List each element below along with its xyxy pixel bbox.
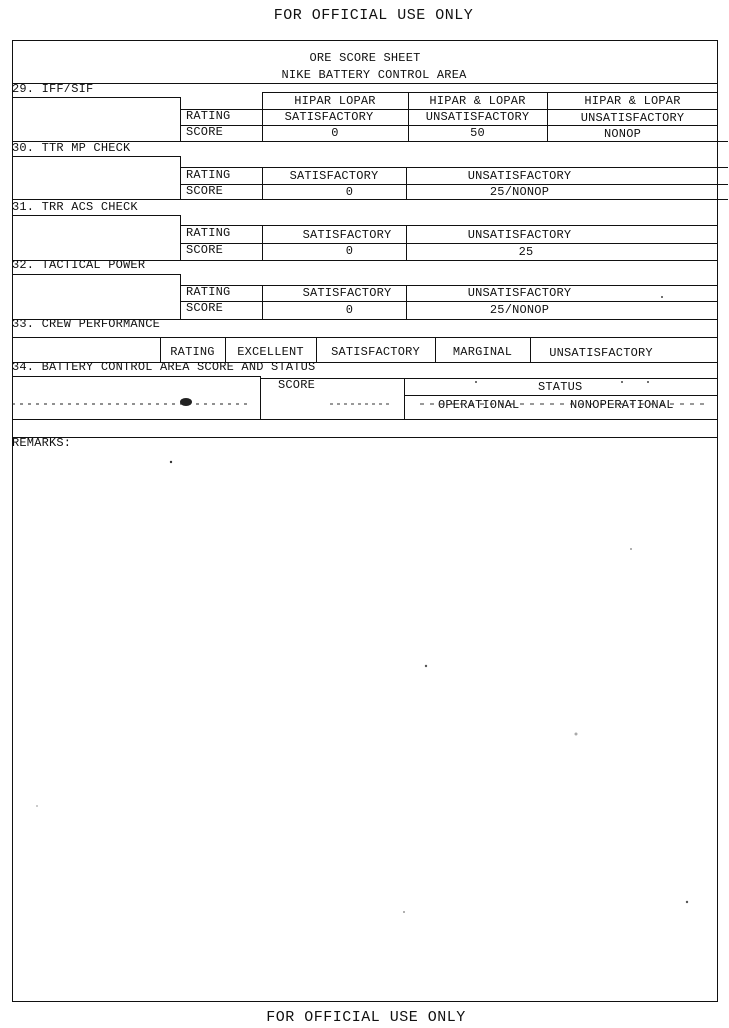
section-30-rating-value[interactable]: SATISFACTORY <box>289 169 379 183</box>
section-30-rating-value[interactable]: UNSATISFACTORY <box>467 169 572 183</box>
section-30-score-value: 25/NONOP <box>489 185 550 199</box>
section-32-rating-label: RATING <box>186 285 231 299</box>
classification-bottom: FOR OFFICIAL USE ONLY <box>266 1009 466 1026</box>
section-30-score-value: 0 <box>345 185 354 199</box>
section-31-rating-value[interactable]: SATISFACTORY <box>302 228 392 242</box>
section-29-rating-value[interactable]: UNSATISFACTORY <box>580 111 685 125</box>
section-32-heading: 32. TACTICAL POWER <box>12 258 146 272</box>
section-29-col-header: HIPAR & LOPAR <box>429 94 526 108</box>
section-29-col-header: HIPAR & LOPAR <box>584 94 681 108</box>
section-32-score-label: SCORE <box>186 301 224 315</box>
sheet-subtitle: NIKE BATTERY CONTROL AREA <box>281 68 467 82</box>
section-29-col-header: HIPAR LOPAR <box>294 94 376 108</box>
sheet-title: ORE SCORE SHEET <box>309 51 421 65</box>
section-30-score-label: SCORE <box>186 184 224 198</box>
section-29-rating-value[interactable]: UNSATISFACTORY <box>425 110 530 124</box>
section-34-status-label: STATUS <box>538 380 583 394</box>
remarks-label: REMARKS: <box>12 436 72 450</box>
status-option-operational[interactable]: OPERATIONAL <box>438 398 520 412</box>
section-29-score-value: NONOP <box>603 127 641 141</box>
section-33-heading: 33. CREW PERFORMANCE <box>12 317 161 331</box>
section-29-rating-value[interactable]: SATISFACTORY <box>284 110 374 124</box>
section-29-score-label: SCORE <box>186 125 224 139</box>
section-31-score-value: 25 <box>518 245 534 259</box>
section-32-score-value: 0 <box>345 303 354 317</box>
section-34-score-label: SCORE <box>278 378 316 392</box>
section-31-rating-value[interactable]: UNSATISFACTORY <box>467 228 572 242</box>
section-33-rating-value[interactable]: EXCELLENT <box>237 345 304 359</box>
section-29-score-value: 0 <box>331 126 339 140</box>
status-option-nonoperational[interactable]: NONOPERATIONAL <box>570 398 674 412</box>
section-29-rating-label: RATING <box>186 109 231 123</box>
section-29-heading: 29. IFF/SIF <box>12 82 94 96</box>
section-30-heading: 30. TTR MP CHECK <box>12 141 131 155</box>
section-31-rating-label: RATING <box>186 226 231 240</box>
section-31-heading: 31. TRR ACS CHECK <box>12 200 138 214</box>
section-33-rating-value[interactable]: MARGINAL <box>452 345 513 359</box>
classification-top: FOR OFFICIAL USE ONLY <box>273 7 474 24</box>
section-33-rating-value[interactable]: SATISFACTORY <box>331 345 420 359</box>
section-32-rating-value[interactable]: SATISFACTORY <box>302 286 392 300</box>
section-33-rating-value[interactable]: UNSATISFACTORY <box>549 346 653 360</box>
section-29-score-value: 50 <box>470 126 485 140</box>
section-34-heading: 34. BATTERY CONTROL AREA SCORE AND STATUS <box>12 360 316 374</box>
section-33-rating-label: RATING <box>170 345 215 359</box>
section-32-rating-value[interactable]: UNSATISFACTORY <box>467 286 572 300</box>
section-31-score-label: SCORE <box>186 243 224 257</box>
section-31-score-value: 0 <box>345 244 354 258</box>
section-32-score-value: 25/NONOP <box>489 303 550 317</box>
section-30-rating-label: RATING <box>186 168 231 182</box>
